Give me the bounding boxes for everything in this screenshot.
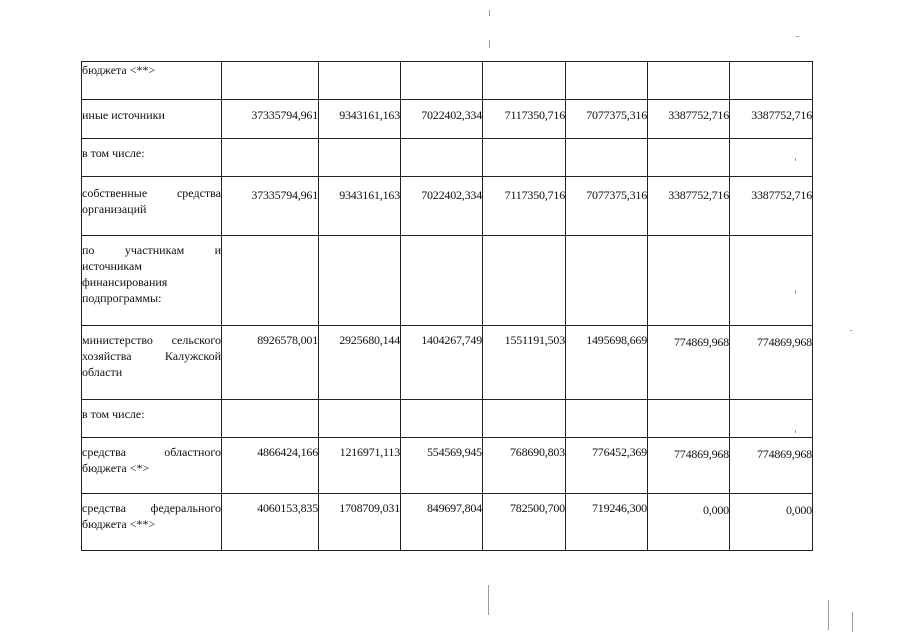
scan-artifact [795,158,796,161]
scan-artifact [795,290,796,294]
table-cell: 849697,804 [401,494,483,551]
row-label: по участникам и источникам финансирования подпрограммы: [82,236,222,326]
scan-artifact [488,585,489,615]
table-cell [319,236,401,326]
scan-artifact [828,600,829,630]
table-cell [222,400,319,438]
table-cell: 1551191,503 [483,326,566,400]
table-cell [483,236,566,326]
table-cell: 7022402,334 [401,177,483,236]
table-cell: 7077375,316 [566,100,648,139]
table-cell [483,139,566,177]
table-cell: 37335794,961 [222,177,319,236]
table-cell [319,400,401,438]
table-cell: 0,000 [730,494,813,551]
table-cell: 3387752,716 [730,100,813,139]
row-label: в том числе: [82,400,222,438]
table-cell [401,236,483,326]
table-cell: 768690,803 [483,438,566,494]
table-cell: 7117350,716 [483,100,566,139]
table-row [82,177,813,236]
table-cell: 7077375,316 [566,177,648,236]
table-cell [566,62,648,100]
row-label: в том числе: [82,139,222,177]
table-cell: 4866424,166 [222,438,319,494]
table-row [82,236,813,326]
table-cell: 774869,968 [730,438,813,494]
table-row [82,139,813,177]
table-cell [730,62,813,100]
table-cell: 774869,968 [648,438,730,494]
table-cell [566,400,648,438]
scan-artifact [852,612,853,632]
table-cell: 9343161,163 [319,177,401,236]
table-cell: 7117350,716 [483,177,566,236]
table-cell [648,139,730,177]
table-cell: 8926578,001 [222,326,319,400]
table-cell [566,236,648,326]
scan-artifact [850,330,852,331]
table-cell [566,139,648,177]
table-row [82,494,813,551]
table-cell [730,139,813,177]
scan-artifact [489,10,490,16]
row-label: собственные средства организаций [82,177,222,236]
table-cell [648,400,730,438]
row-label: средства областного бюджета <*> [82,438,222,494]
table-cell [401,139,483,177]
table-cell [401,400,483,438]
scan-artifact [796,36,799,37]
table-cell: 1216971,113 [319,438,401,494]
table-cell: 774869,968 [730,326,813,400]
table-cell: 719246,300 [566,494,648,551]
table-cell: 1404267,749 [401,326,483,400]
table-cell [319,139,401,177]
table-cell [648,236,730,326]
table-cell [730,400,813,438]
row-label: бюджета <**> [82,62,222,100]
table-cell: 776452,369 [566,438,648,494]
table-cell: 37335794,961 [222,100,319,139]
table-cell [483,400,566,438]
table-cell [648,62,730,100]
table-cell: 9343161,163 [319,100,401,139]
table-cell: 3387752,716 [730,177,813,236]
table-cell [401,62,483,100]
table-cell [730,236,813,326]
table-cell: 554569,945 [401,438,483,494]
table-cell: 1495698,669 [566,326,648,400]
table-cell: 0,000 [648,494,730,551]
table-row [82,100,813,139]
scan-artifact [489,40,490,48]
table-row [82,326,813,400]
table-cell: 4060153,835 [222,494,319,551]
table-cell [319,62,401,100]
table-cell: 3387752,716 [648,100,730,139]
row-label: министерство сельского хозяйства Калужской области [82,326,222,400]
table-cell [483,62,566,100]
table-cell [222,62,319,100]
table-row [82,400,813,438]
table-cell [222,236,319,326]
scan-artifact [795,430,796,433]
table-cell: 3387752,716 [648,177,730,236]
row-label: иные источники [82,100,222,139]
table-row [82,62,813,100]
table-cell: 7022402,334 [401,100,483,139]
table-cell: 774869,968 [648,326,730,400]
row-label: средства федерального бюджета <**> [82,494,222,551]
table-row [82,438,813,494]
budget-table [81,61,813,551]
table-cell: 782500,700 [483,494,566,551]
table-cell: 2925680,144 [319,326,401,400]
table-cell [222,139,319,177]
table-cell: 1708709,031 [319,494,401,551]
